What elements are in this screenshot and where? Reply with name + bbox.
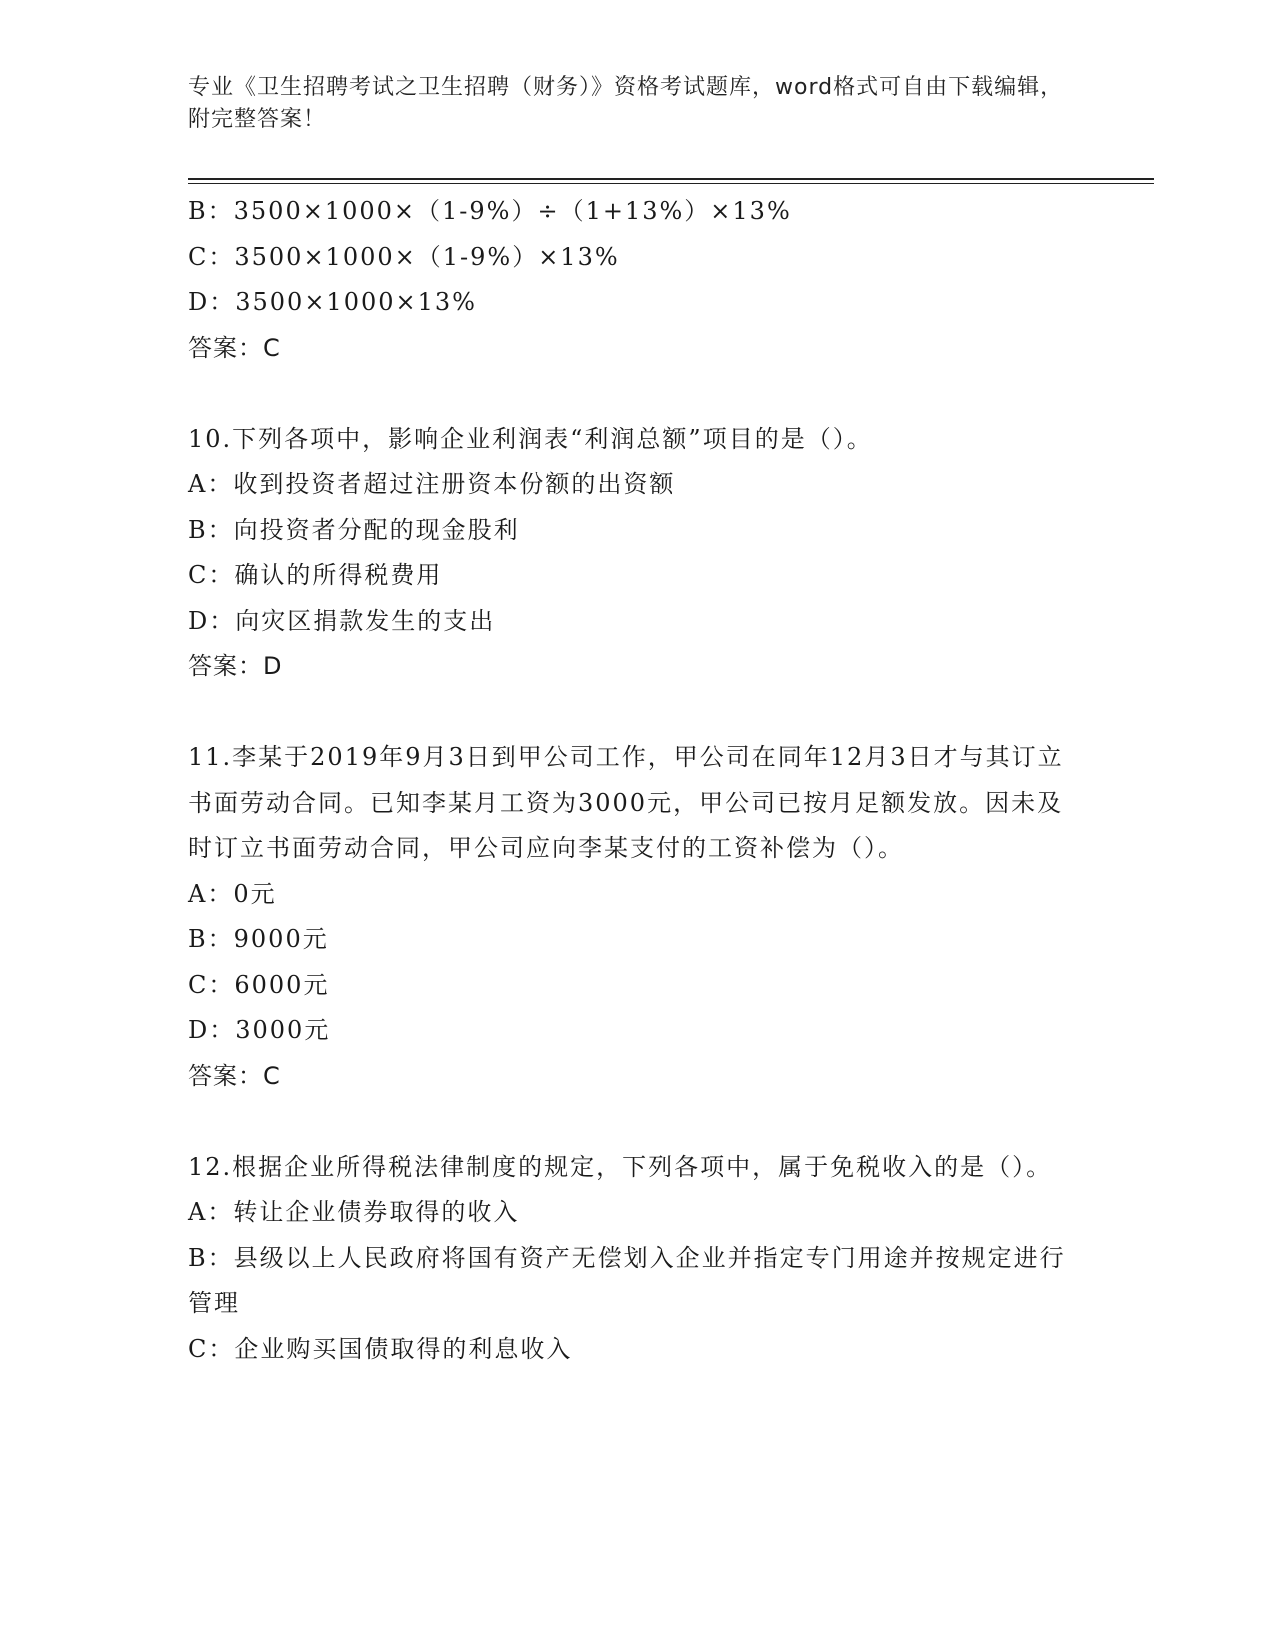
answer-line: 答案：C bbox=[188, 333, 281, 362]
spacer bbox=[188, 1099, 1088, 1145]
option-b: B：向投资者分配的现金股利 bbox=[188, 515, 520, 544]
option-c: C：3500×1000×（1-9%）×13% bbox=[188, 242, 620, 271]
question-block-10 bbox=[188, 417, 1088, 690]
question-block-11 bbox=[188, 735, 1088, 1099]
option-c: C：6000元 bbox=[188, 970, 330, 999]
option-a: A：转让企业债券取得的收入 bbox=[188, 1198, 520, 1226]
document-header bbox=[188, 72, 1068, 136]
question-list bbox=[188, 189, 1088, 1372]
header-title: 专业《卫生招聘考试之卫生招聘（财务）》资格考试题库，word格式可自由下载编辑，附完整答案！ bbox=[188, 75, 1064, 132]
question-block-12 bbox=[188, 1145, 1088, 1373]
option-a: A：0元 bbox=[188, 879, 277, 908]
header-rule-thin bbox=[188, 183, 1154, 184]
spacer bbox=[188, 690, 1088, 736]
question-block-prev bbox=[188, 189, 1088, 371]
option-d: D：向灾区捐款发生的支出 bbox=[188, 606, 496, 635]
option-a: A：收到投资者超过注册资本份额的出资额 bbox=[188, 470, 676, 498]
option-c: C：确认的所得税费用 bbox=[188, 561, 443, 589]
header-rule-thick bbox=[188, 178, 1154, 180]
answer-line: 答案：C bbox=[188, 1061, 281, 1090]
spacer bbox=[188, 371, 1088, 417]
question-stem: 10.下列各项中，影响企业利润表“利润总额”项目的是（）。 bbox=[188, 424, 873, 453]
answer-line: 答案：D bbox=[188, 652, 283, 680]
option-b: B：3500×1000×（1-9%）÷（1+13%）×13% bbox=[188, 197, 792, 225]
option-b: B：9000元 bbox=[188, 925, 329, 953]
option-c: C：企业购买国债取得的利息收入 bbox=[188, 1334, 573, 1363]
question-stem: 11.李某于2019年9月3日到甲公司工作，甲公司在同年12月3日才与其订立书面劳动合同。已知李某月工资为3000元，甲公司已按月足额发放。因未及时订立书面劳动合同，甲公司应向李某支付的工资补偿为（）。 bbox=[188, 743, 1064, 862]
option-d: D：3000元 bbox=[188, 1016, 331, 1044]
option-d: D：3500×1000×13% bbox=[188, 288, 477, 316]
question-stem: 12.根据企业所得税法律制度的规定，下列各项中，属于免税收入的是（）。 bbox=[188, 1152, 1053, 1181]
option-b: B：县级以上人民政府将国有资产无偿划入企业并指定专门用途并按规定进行管理 bbox=[188, 1243, 1066, 1317]
